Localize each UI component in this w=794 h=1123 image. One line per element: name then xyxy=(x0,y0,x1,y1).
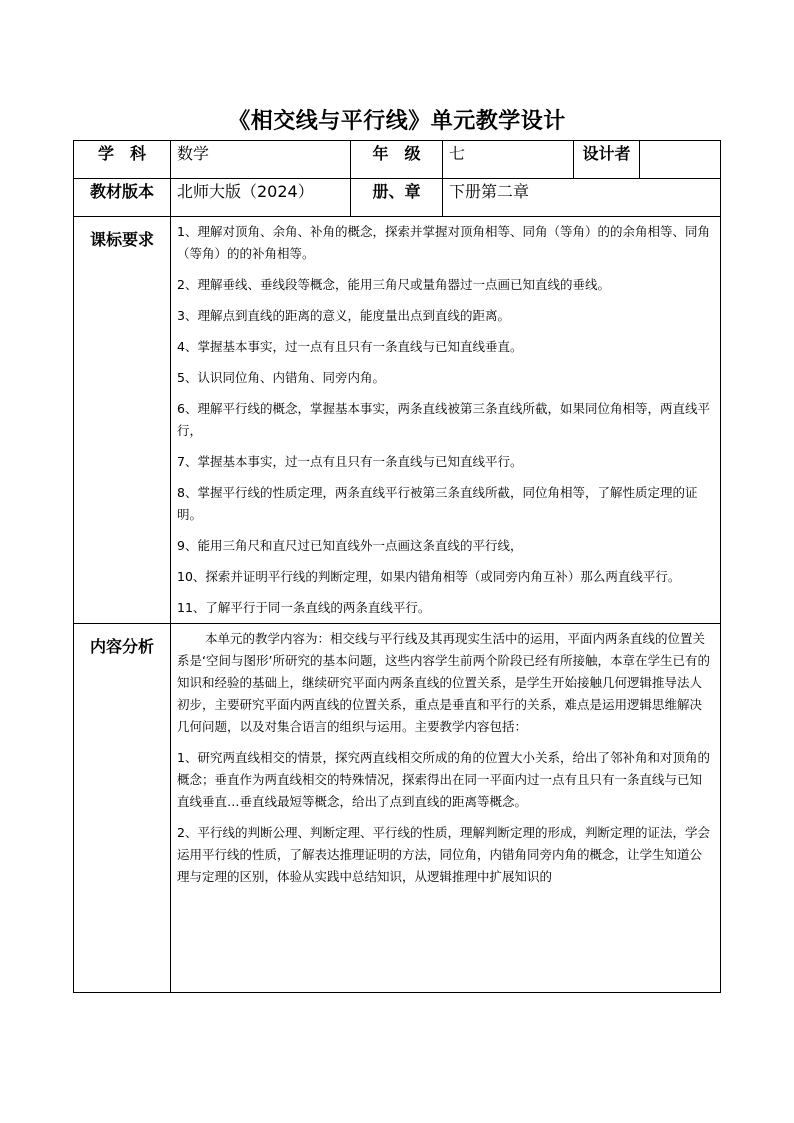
analysis-paragraph: 1、研究两直线相交的情景，探究两直线相交所成的角的位置大小关系，给出了邻补角和对顶角的概念；垂直作为两直线相交的特殊情况，探索得出在同一平面内过一点有且只有一条直线与已知直线垂直…垂直线最短等概念，给出了点到直线的距离等概念。 xyxy=(177,750,710,809)
grade-label: 年 级 xyxy=(351,141,443,179)
grade-value: 七 xyxy=(443,141,574,179)
analysis-paragraph: 2、平行线的判断公理、判断定理、平行线的性质，理解判断定理的形成，判断定理的证法，学会运用平行线的性质，了解表达推理证明的方法，同位角，内错角同旁内角的概念，让学生知道公理与定理的区别，体验从实践中总结知识，从逻辑推理中扩展知识的 xyxy=(177,825,710,884)
subject-value: 数学 xyxy=(171,141,351,179)
requirement-item: 4、掌握基本事实，过一点有且只有一条直线与已知直线垂直。 xyxy=(177,339,523,354)
requirement-item: 6、理解平行线的概念，掌握基本事实，两条直线被第三条直线所截，如果同位角相等，两直线平行， xyxy=(177,401,710,438)
requirement-item: 3、理解点到直线的距离的意义，能度量出点到直线的距离。 xyxy=(177,308,510,323)
requirement-item: 1、理解对顶角、余角、补角的概念，探索并掌握对顶角相等、同角（等角）的的余角相等、同角（等角）的的补角相等。 xyxy=(177,224,710,261)
design-table xyxy=(73,140,721,993)
requirements-content xyxy=(171,217,721,624)
requirement-item: 2、理解垂线、垂线段等概念，能用三角尺或量角器过一点画已知直线的垂线。 xyxy=(177,277,610,292)
requirement-item: 7、掌握基本事实，过一点有且只有一条直线与已知直线平行。 xyxy=(177,454,523,469)
subject-label: 学 科 xyxy=(74,141,171,179)
edition-value: 北师大版（2024） xyxy=(171,179,351,217)
requirement-item: 9、能用三角尺和直尺过已知直线外一点画这条直线的平行线， xyxy=(177,538,523,553)
document-title: 《相交线与平行线》单元教学设计 xyxy=(228,109,566,134)
requirement-item: 10、探索并证明平行线的判断定理，如果内错角相等（或同旁内角互补）那么两直线平行。 xyxy=(177,569,681,584)
header-row-1 xyxy=(74,141,721,179)
analysis-label: 内容分析 xyxy=(74,624,171,993)
header-row-2 xyxy=(74,179,721,217)
requirement-item: 11、了解平行于同一条直线的两条直线平行。 xyxy=(177,600,431,615)
volume-label: 册、章 xyxy=(351,179,443,217)
requirement-item: 5、认识同位角、内错角、同旁内角。 xyxy=(177,370,385,385)
designer-value xyxy=(640,141,721,179)
analysis-paragraph: 本单元的教学内容为：相交线与平行线及其再现实生活中的运用，平面内两条直线的位置关系是‘空间与图形’所研究的基本问题，这些内容学生前两个阶段已经有所接触，本章在学生已有的知识和经验的基础上，继续研究平面内两条直线的位置关系，是学生开始接触几何逻辑推导法人初步，主要研究平面内两直线的位置关系，重点是垂直和平行的关系，难点是运用逻辑思维解决几何问题，以及对集合语言的组织与运用。主要教学内容包括： xyxy=(177,631,710,734)
edition-label: 教材版本 xyxy=(74,179,171,217)
volume-value: 下册第二章 xyxy=(443,179,721,217)
requirements-label: 课标要求 xyxy=(74,217,171,624)
analysis-content xyxy=(171,624,721,993)
analysis-row xyxy=(74,624,721,993)
requirements-row xyxy=(74,217,721,624)
designer-label: 设计者 xyxy=(574,141,640,179)
requirement-item: 8、掌握平行线的性质定理，两条直线平行被第三条直线所截，同位角相等，了解性质定理的证明。 xyxy=(177,485,698,522)
